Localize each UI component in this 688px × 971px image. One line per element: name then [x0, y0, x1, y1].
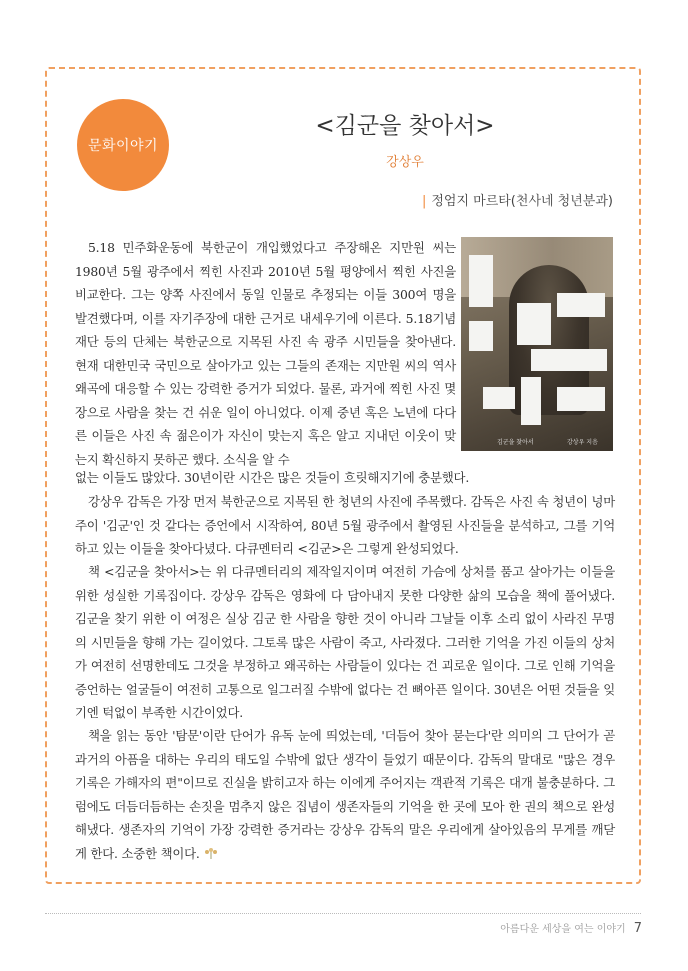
page-number: 7	[633, 921, 642, 936]
book-author: 강상우	[386, 155, 424, 170]
page-footer	[500, 920, 642, 936]
footer-divider	[45, 913, 641, 914]
cover-letter-block	[557, 293, 605, 317]
category-badge: 문화이야기	[77, 99, 169, 191]
cover-author-caption: 강상우 지음	[567, 439, 598, 446]
cover-letter-block	[469, 321, 493, 351]
cover-letter-block	[531, 349, 607, 371]
article-title: <김군을 찾아서>	[315, 113, 495, 139]
paragraph-1-end: 없는 이들도 많았다. 30년이란 시간은 많은 것들이 흐릿해지기에 충분했다.	[75, 470, 470, 485]
article-byline	[422, 190, 613, 209]
byline-text: 정엄지 마르타(천사네 청년분과)	[431, 194, 613, 209]
paragraph-4	[75, 724, 615, 865]
paragraph-3: 책 <김군을 찾아서>는 위 다큐멘터리의 제작일지이며 여전히 가슴에 상처를 품고 살아가는 이들을 위한 성실한 기록집이다. 강상우 감독은 영화에 다 담아내지 못한 다양한 삶의 모습을 책에 풀어냈다. 김군을 찾기 위한 이 여정은 실상 김군 한 사람을 향한 것이 아니라 그날들 이후 소리 없이 사라진 무명의 시민들을 향해 가는 길이었다. 그토록 많은 사람이 죽고, 사라졌다. 그러한 기억을 가진 이들의 상처가 여전히 선명한데도 그것을 부정하고 왜곡하는 사람들이 있다는 건 괴로운 일이다. 그로 인해 기억을 증언하는 얼굴들이 여전히 고통으로 일그러질 수밖에 없다는 건 뼈아픈 일이다. 30년은 어떤 것들을 잊기엔 턱없이 부족한 시간이었다.	[75, 564, 615, 720]
cover-letter-block	[521, 377, 541, 425]
paragraph-4-text: 책을 읽는 동안 '탐문'이란 단어가 유독 눈에 띄었는데, '더듬어 찾아 묻는다'란 의미의 그 단어가 곧 과거의 아픔을 대하는 우리의 태도일 수밖에 없단 생각이 들었기 때문이다. 감독의 말대로 "많은 경우 기록은 가해자의 편"이므로 진실을 밝히고자 하는 이에게 주어지는 객관적 기록은 대개 불충분하다. 그럼에도 더듬더듬하는 손짓을 멈추지 않은 집념이 생존자들의 기억을 한 곳에 모아 한 권의 책으로 완성해냈다. 생존자의 기억이 가장 강력한 증거라는 강상우 감독의 말은 우리에게 살아있음의 무게를 깨닫게 한다. 소중한 책이다.	[75, 728, 615, 861]
cover-title-caption: 김군을 찾아서	[497, 439, 534, 446]
paragraph-1: 5.18 민주화운동에 북한군이 개입했었다고 주장해온 지만원 씨는 1980년 5월 광주에서 찍힌 사진과 2010년 5월 평양에서 찍힌 사진을 비교한다. 그는 양쪽 사진에서 동일 인물로 추정되는 이들 300여 명을 발견했다며, 이를 자기주장에 대한 근거로 내세우기에 이른다. 5.18기념재단 등의 단체는 북한군으로 지목된 사진 속 광주 시민들을 찾아낸다. 현재 대한민국 국민으로 살아가고 있는 그들의 존재는 지만원 씨의 역사 왜곡에 대응할 수 있는 강력한 증거가 되었다. 물론, 과거에 찍힌 사진 몇 장으로 사람을 찾는 건 쉬운 일이 아니었다. 이제 중년 혹은 노년에 다다른 이들은 사진 속 젊은이가 자신이 맞는지 혹은 알고 지내던 이웃이 맞는지 확신하지 못하곤 했다. 소식을 알 수	[75, 240, 456, 467]
byline-bar-icon: |	[421, 194, 427, 209]
cover-letter-block	[517, 303, 551, 345]
cover-letter-block	[483, 387, 515, 409]
book-cover-image	[461, 237, 613, 451]
flower-end-icon	[203, 847, 219, 859]
cover-letter-block	[469, 255, 493, 307]
footer-text: 아름다운 세상을 여는 이야기	[500, 924, 626, 935]
cover-letter-block	[557, 387, 605, 411]
paragraph-2: 강상우 감독은 가장 먼저 북한군으로 지목된 한 청년의 사진에 주목했다. 감독은 사진 속 청년이 넝마주이 '김군'인 것 같다는 증언에서 시작하여, 80년 5월 광주에서 촬영된 사진들을 분석하고, 그를 기억하고 있는 이들을 찾아다녔다. 다큐멘터리 <김군>은 그렇게 완성되었다.	[75, 494, 615, 556]
